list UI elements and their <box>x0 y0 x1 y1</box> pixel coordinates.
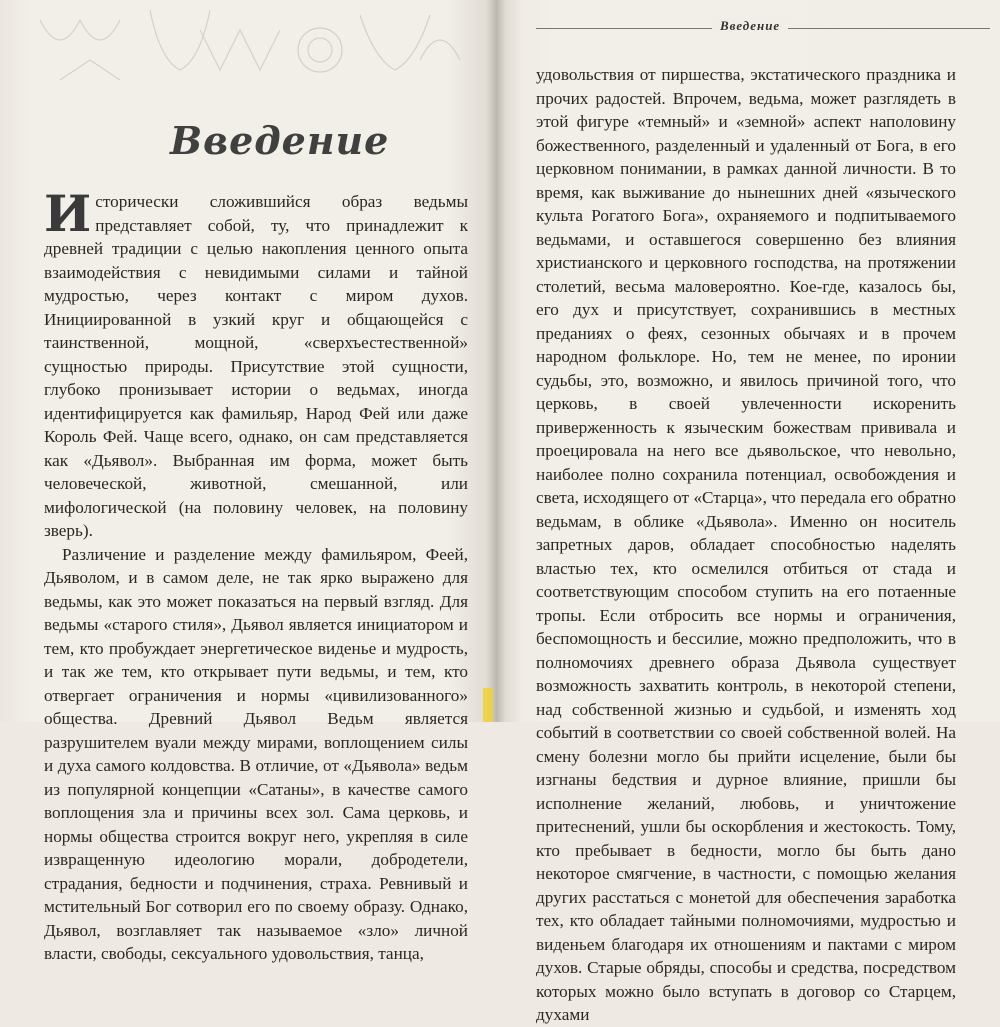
right-page-text <box>536 63 956 1027</box>
decorative-ornament <box>0 0 496 110</box>
drop-cap: И <box>44 184 92 243</box>
paragraph-2: Различение и разделение между фамильяром, Феей, Дьяволом, и в самом деле, не так ярко выражено для ведьмы, как это может показаться на первый взгляд. Для ведьмы «старого стиля», Дьявол является инициатором и тем, кто пробуждает энергетическое виденье и мудрость, и так же тем, кто открывает пути ведьмы, и тем, кто отвергает ограничения и нормы «цивилизованного» общества. Древний Дьявол Ведьм является разрушителем вуали между мирами, воплощением силы и духа самого колдовства. В отличие, от «Дьявола» ведьм из популярной концепции «Сатаны», в качестве самого воплощения зла и причины всех зол. Сама церковь, и нормы общества строится вокруг него, укрепляя в силе извращенную идеологию морали, добродетели, страдания, бедности и подчинения, страха. Ревнивый и мстительный Бог сотворил его по своему образу. Однако, Дьявол, возглавляет так называемое «зло» личной власти, свободы, сексуального удовольствия, танца, <box>44 544 468 963</box>
chapter-title: Введение <box>170 118 390 163</box>
left-page-text <box>44 184 468 966</box>
paragraph-1 <box>44 184 468 543</box>
bookmark-strip <box>483 688 493 722</box>
left-page <box>0 0 496 963</box>
book-gutter <box>486 0 506 722</box>
running-head: Введение <box>712 18 788 34</box>
right-paragraph: удовольствия от пиршества, экстатического праздника и прочих радостей. Впрочем, ведьма, может разглядеть в этой фигуре «темный» и «земной» аспект наполовину божественного, разделенный и удаленный от Бога, в его церковном понимании, в рамках данной личности. В то время, как выживание до нынешних дней «языческого культа Рогатого Бога», охраняемого и подпитываемого ведьмами, и оставшегося совершенно без влияния христианского и церковного господства, на протяжении столетий, весьма маловероятно. Кое-где, казалось бы, его дух и присутствует, сохранившись в местных преданиях о феях, сезонных обычаях и в прочем народном фольклоре. Но, тем не менее, по иронии судьбы, это, возможно, и явилось причиной того, что церковь, в своей увлеченности искоренить приверженность к языческим божествам прививала и проецировала на него все дьявольское, что невольно, наиболее полно сохранила потенциал, освобождения и света, исходящего от «Старца», что передала его обратно ведьмам, в облике «Дьявола». Именно он носитель запретных даров, обладает способностью наделять властью тех, кто осмелился отбиться от стада и соответствующим способом ступить на его потаенные тропы. Если отбросить все нормы и ограничения, беспомощность и бессилие, можно предположить, что в полномочиях древнего образа Дьявола существует возможность захватить контроль, в некоторой степени, над собственной жизнью и судьбой, и изменять ход событий в соответствии со своей собственной волей. На смену болезни могло бы прийти исцеление, были бы изгнаны бедствия и дурное влияние, пришли бы исполнение желаний, любовь, и уничтожение притеснений, ушли бы оскорбления и жестокость. Тому, кто пребывает в бедности, могло бы быть дано некоторое смягчение, в частности, с помощью желания других расстаться с монетой для обеспечения заработка тех, кто обладает тайными полномочиями, мудростью и виденьем благодаря их отношениям и пактами с миром духов. Старые обряды, способы и средства, посредством которых можно было вступать в договор со Старцем, духами <box>536 65 956 1024</box>
paragraph-1-text: сторически сложившийся образ ведьмы представляет собой, ту, что принадлежит к древней традиции с целью накопления ценного опыта взаимодействия с невидимыми силами и тайной мудростью, через контакт с миром духов. Инициированной в узкий круг и общающейся с таинственной, мощной, «сверхъестественной» сущностью природы. Присутствие этой сущности, глубоко пронизывает истории о ведьмах, иногда идентифицируется как фамильяр, Народ Фей или даже Король Фей. Чаще всего, однако, он сам представляется как «Дьявол». Выбранная им форма, может быть человеческой, животной, смешанной, или мифологической (на половину человек, на половину зверь). <box>44 192 468 540</box>
